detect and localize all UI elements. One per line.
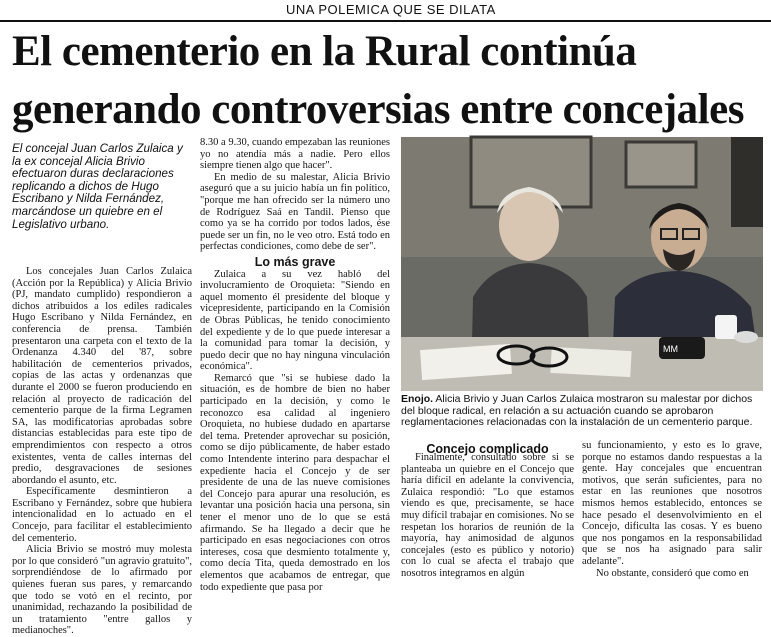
- column-3-bottom: [401, 452, 574, 580]
- paragraph: No obstante, consideró que como en: [596, 567, 749, 579]
- photo-illustration: [401, 137, 763, 391]
- headline-line-1: El cementerio en la Rural continúa: [12, 28, 637, 75]
- paragraph: Específicamente desmintieron a Escribano y Fernández, sobre que hubiera intencionalidad en lo actuado en el Concejo, para facilitar el establecimiento del cementerio.: [12, 486, 192, 544]
- kicker-rule: [0, 20, 771, 22]
- paragraph: Finalmente, consultado sobre si se planteaba un quiebre en el Concejo que haría difícil en adelante la convivencia, Zulaica respondió: "Lo que estamos viendo es que, precisamente, se hace muy difícil trabajar en comisiones. No se respetan los horarios de reunión de la mayoría, hay animosidad de algunos concejales (esto es público y notorio) con lo cual se afecta el trabajo que nosotros integramos en algún: [401, 452, 574, 579]
- article-photo: [401, 137, 763, 391]
- subhead-concejo-complicado: Concejo complicado: [426, 442, 549, 456]
- paragraph: Zulaica a su vez habló del involucramiento de Oroquieta: "Siendo en aquel momento él presidente del bloque y vicepresidente, participando en la Comisión de Obras Públicas, he tenido conocimiento del expediente y de lo que puede interesar a la comunidad para tomar la decisión, y puedo decir que no hay ninguna vinculación económica".: [200, 268, 390, 373]
- article-deck: El concejal Juan Carlos Zulaica y la ex concejal Alicia Brivio efectuaron duras declaraciones replicando a dichos de Hugo Escribano y Nilda Fernández, marcándose un quiebre en el Legislativo urbano.: [12, 142, 183, 231]
- paragraph: su funcionamiento, y esto es lo grave, porque no estamos dando respuestas a la gente. Hay concejales que encuentran motivos, que serán suficientes, para no estar en las reuniones que nosotros mismos hemos establecido, entonces se hace pesado el desenvolvimiento en el Concejo, dificulta las cosas. Y es bueno que nos pongamos en la responsabilidad que se nos ha asignado para salir adelante".: [582, 440, 762, 567]
- headline-line-2: generando controversias entre concejales: [12, 86, 744, 133]
- section-kicker: [0, 0, 771, 22]
- svg-text:MM: MM: [663, 344, 678, 354]
- caption-lead: Enojo.: [401, 393, 434, 405]
- paragraph: Remarcó que "si se hubiese dado la situación, es de hombre de bien no haber participado en la decisión, y como le reconozco esa calidad al ingeniero Oroquieta, no hubiese dudado en apartarse del tema. Pretender aprovechar su posición, como se dijo públicamente, de haber estado como Intendente interino para despachar el expediente hacia el Concejo y de ser presidente de una de las nueve comisiones del Concejo para apurar una resolución, es levantar una posición hacia una persona, sin tener el menor uno de lo que se está afirmando. Se ha llegado a decir que he participado en esas negociaciones con otros intereses, cosa que desmiento totalmente y, como decía Tita, queda demostrado en los elementos que acabamos de entregar, que todo expediente que pasa por: [200, 372, 390, 593]
- paragraph: Los concejales Juan Carlos Zulaica (Acción por la República) y Alicia Brivio (PJ, mandato cumplido) respondieron a dichos atribuidos a los ediles radicales Hugo Escribano y Nilda Fernández, en conferencia de prensa. También presentaron una carpeta con el texto de la Ordenanza 4.340 del '87, sobre habilitación de cementerios privados, copias de las actas y ordenanzas que durante el 2000 se fueron produciendo en relación al proyecto de radicación del cementerio parque de la firma Legramen SA, las modificatorias aprobadas sobre distancias establecidas para este tipo de emprendimientos con respecto a otros existentes, venta de calles internas del predio, desgravaciones de sesiones abordando el asunto, etc.: [12, 266, 192, 486]
- paragraph: 8.30 a 9.30, cuando empezaban las reuniones yo no atendía más a nadie. Pero ellos siempre tienen algo que hacer".: [200, 137, 390, 172]
- caption-text: Alicia Brivio y Juan Carlos Zulaica mostraron su malestar por dichos del bloque radical, en relación a su actuación cuando se aprobaron reglamentaciones relacionadas con la instalación de un cementerio parque.: [401, 393, 753, 428]
- paragraph: Alicia Brivio se mostró muy molesta por lo que consideró "un agravio gratuito", sorprendiéndose de lo afirmado por quienes fueran sus pares, y remarcando que todo se votó en el recinto, por unanimidad, rechazando la posibilidad de un tratamiento "entre gallos y medianoches".: [12, 544, 192, 637]
- paragraph: En medio de su malestar, Alicia Brivio aseguró que a su juicio había un fin político, "porque me han ofrecido ser la número uno de Rodríguez Saá en Tandil. Pienso que como ya se ha corrido por todos lados, ése puede ser un fin, no le veo otro. Está todo en perfectas condiciones, como debe de ser".: [200, 171, 390, 253]
- photo-caption: [401, 394, 763, 429]
- column-2: [200, 137, 390, 593]
- column-1: [12, 266, 192, 637]
- column-4-bottom: [582, 440, 762, 579]
- subhead-lo-mas-grave: Lo más grave: [254, 254, 336, 269]
- kicker-label: UNA POLEMICA QUE SE DILATA: [282, 2, 500, 17]
